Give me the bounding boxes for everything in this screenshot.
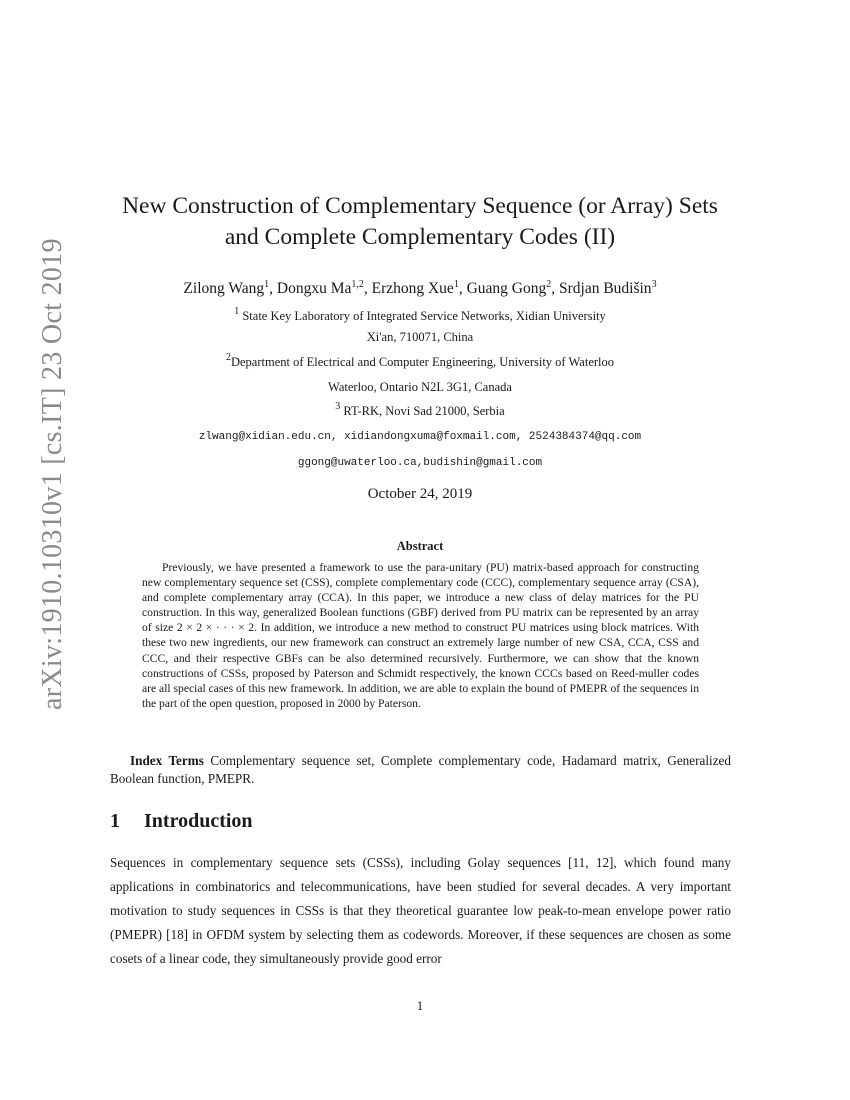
title-line-1: New Construction of Complementary Sequence (or Array) Sets <box>122 193 718 219</box>
arxiv-margin-stamp <box>17 238 68 710</box>
author-name: Dongxu Ma <box>276 280 352 297</box>
author-affiliation-mark: 1 <box>453 279 459 290</box>
abstract-text: Previously, we have presented a framework to use the para-unitary (PU) matrix-based approach for constructing new complementary sequence set (CSS), complete complementary code (CCC), complementary sequence array (CSA), and complete complementary array (CCA). In this paper, we introduce a new class of delay matrices for the PU construction. In this way, generalized Boolean functions (GBF) derived from PU matrix can be represented by an array of size 2 × 2 × · · · × 2. In addition, we introduce a new method to construct PU matrices using block matrices. With these two new ingredients, our new framework can construct an extremely large number of new CSA, CCA, CSS and CCC, and their respective GBFs can be also determined recursively. Furthermore, we can show that the known constructions of CSSs, proposed by Paterson and Schmidt respectively, the known CCCs based on Reed-muller codes are all special cases of this new framework. In addition, we are able to explain the bound of PMEPR of the sequences in the part of the open question, proposed in 2000 by Paterson. <box>142 561 699 710</box>
affiliation-2-address: Waterloo, Ontario N2L 3G1, Canada <box>328 380 512 394</box>
author-list: Zilong Wang$^1$, Dongxu Ma$^{1,2}$, Erzhong Xue$^1$, Guang Gong$^2$, Srdjan Budišin$^3$ <box>183 279 657 297</box>
affiliation-mark: 3 <box>335 401 341 412</box>
affiliation-2 <box>100 352 740 370</box>
arxiv-identifier: arXiv:1910.10310v1 [cs.IT] 23 Oct 2019 <box>37 238 68 710</box>
affiliation-1-address: Xi'an, 710071, China <box>366 330 474 344</box>
page-number: 1 <box>416 998 424 1013</box>
author-affiliation-mark: 2 <box>546 279 552 290</box>
affiliation-3 <box>100 401 740 419</box>
author-affiliation-mark: 1 <box>264 279 270 290</box>
section-heading <box>110 810 253 833</box>
paper-title <box>100 191 740 253</box>
paper-date: October 24, 2019 <box>367 486 473 502</box>
affiliation-1 <box>100 306 740 324</box>
author-emails-line-1: zlwang@xidian.edu.cn, xidiandongxuma@foxmail.com, 2524384374@qq.com <box>198 431 642 443</box>
author-affiliation-mark: 3 <box>651 279 657 290</box>
introduction-text: Sequences in complementary sequence sets (CSSs), including Golay sequences [11, 12], which found many applications in combinatorics and telecommunications, have been studied for several decades. A very important motivation to study sequences in CSSs is that they theoretical guarantee low peak-to-mean envelope power ratio (PMEPR) [18] in OFDM system by selecting them as codewords. Moreover, if these sequences are chosen as some cosets of a linear code, they simultaneously provide good error <box>110 855 731 967</box>
affiliation-line: State Key Laboratory of Integrated Service Networks, Xidian University <box>242 309 606 323</box>
index-terms-text: Complementary sequence set, Complete complementary code, Hadamard matrix, Generalized Boolean function, PMEPR. <box>110 753 731 786</box>
section-title: Introduction <box>144 810 253 832</box>
author-name: Zilong Wang <box>183 280 265 297</box>
index-terms-label: Index Terms <box>130 753 204 768</box>
author-name: Srdjan Budišin <box>558 280 652 297</box>
index-terms <box>110 752 731 787</box>
author-name: Guang Gong <box>466 280 547 297</box>
title-line-2: and Complete Complementary Codes (II) <box>224 224 616 250</box>
affiliation-mark: 2 <box>225 352 231 363</box>
author-affiliation-mark: 1,2 <box>351 279 364 290</box>
abstract-heading: Abstract <box>396 539 444 553</box>
affiliation-mark: 1 <box>234 306 240 317</box>
affiliation-line: Department of Electrical and Computer Engineering, University of Waterloo <box>230 355 614 369</box>
section-number: 1 <box>110 810 120 832</box>
author-name: Erzhong Xue <box>371 280 454 297</box>
author-emails-line-2: ggong@uwaterloo.ca,budishin@gmail.com <box>297 457 543 469</box>
affiliation-line: RT-RK, Novi Sad 21000, Serbia <box>343 404 505 418</box>
